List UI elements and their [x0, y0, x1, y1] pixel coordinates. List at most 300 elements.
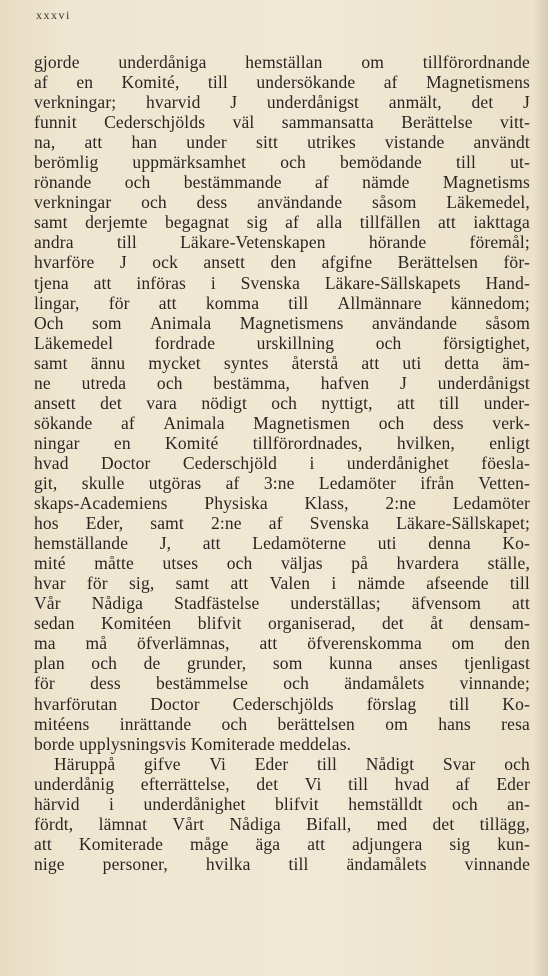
word: utses [162, 553, 199, 574]
word: hans [438, 713, 471, 734]
word: sig, [128, 573, 155, 594]
word: att [230, 573, 249, 594]
word: Valen [269, 573, 311, 594]
word: tillfällen [359, 212, 421, 233]
word: Läkare-Sällskapet; [396, 513, 530, 534]
word: tjena [34, 272, 69, 293]
word: verkningar; [34, 92, 117, 113]
word: hemställdt [348, 793, 423, 814]
word: såsom [372, 192, 417, 213]
word: åt [430, 613, 444, 634]
word: såsom [485, 312, 530, 333]
word: Vetten- [478, 472, 530, 493]
word: till [316, 753, 338, 774]
word: det [471, 92, 494, 113]
word: Komité [165, 432, 219, 453]
word: resa [501, 713, 530, 734]
word: Doctor [101, 452, 151, 473]
word: äm- [502, 352, 530, 373]
word: att [93, 272, 112, 293]
word: att [307, 833, 326, 854]
text-line [34, 232, 530, 252]
word: syntes [223, 352, 269, 373]
word: Physiska [204, 493, 268, 514]
word: vistande [384, 132, 445, 153]
word: ställe, [487, 553, 530, 574]
text-line [34, 72, 530, 92]
text-line [34, 433, 530, 453]
word: sammansatta [281, 112, 374, 133]
word: Stadfästelse [174, 593, 260, 614]
text-line [34, 613, 530, 633]
word: att [361, 352, 380, 373]
word: Komitéen [101, 613, 172, 634]
word: i [210, 272, 216, 293]
text-line [34, 152, 530, 172]
word: J, [159, 533, 172, 554]
word: urskillning [256, 332, 335, 353]
text-line [34, 513, 530, 533]
word: hvilken, [396, 432, 455, 453]
word: i [109, 793, 115, 814]
word: Ko- [502, 693, 530, 714]
text-line [34, 754, 530, 774]
word: Nådiga [91, 593, 144, 614]
word: ningar [34, 432, 80, 453]
word: 2:ne [210, 513, 242, 534]
word: afseende [426, 573, 489, 594]
word: och [280, 152, 306, 173]
word: föesla- [481, 452, 530, 473]
text-line [34, 132, 530, 152]
word: hvardera [396, 553, 460, 574]
word: sitt [256, 132, 278, 153]
word: berättelsen [277, 713, 355, 734]
word: användande [371, 312, 458, 333]
word: och [378, 412, 405, 433]
word: af [225, 472, 240, 493]
word: ändamålets [346, 853, 427, 874]
word: na, [34, 132, 56, 153]
word: till [509, 573, 530, 594]
word: utrikes [307, 132, 356, 153]
word: rönande [34, 172, 92, 193]
word: att [158, 292, 177, 313]
word: utgöras [148, 472, 202, 493]
word: nämde [357, 573, 406, 594]
word: tjenligast [464, 653, 530, 674]
word: och [452, 793, 478, 814]
word: J [400, 372, 408, 393]
word: git, [34, 472, 58, 493]
word: om [451, 633, 475, 654]
text-line [34, 52, 530, 72]
word: underställas; [290, 593, 381, 614]
word: Läkemedel [34, 332, 114, 353]
word: af [285, 212, 299, 233]
word: utreda [81, 372, 127, 393]
text-line [34, 714, 530, 734]
word: dess [196, 192, 228, 213]
word: Klass, [304, 493, 349, 514]
word: till [207, 72, 228, 93]
word: afgifne [321, 252, 373, 273]
text-line [34, 573, 530, 593]
word: om [361, 52, 384, 72]
text-line [34, 653, 530, 673]
word: ansett [34, 392, 76, 413]
word: till [288, 292, 309, 313]
word: för [34, 673, 55, 694]
word: att [34, 833, 52, 854]
word: vinnande [464, 853, 530, 874]
word: skaps-Academiens [34, 493, 168, 514]
word: mycket [148, 352, 201, 373]
word: derjemte [85, 212, 148, 233]
word: öfverenskomma [307, 633, 422, 654]
text-line [34, 373, 530, 393]
word: hvarförutan [34, 693, 118, 714]
word: mité [34, 553, 66, 574]
word: Cederschjölds [104, 112, 206, 133]
word: dess [90, 673, 121, 694]
word: samt [34, 352, 68, 373]
word: underdåniga [118, 52, 207, 72]
word: ifrån [420, 472, 455, 493]
word: Ko- [502, 533, 530, 554]
word: tillförordnades, [252, 432, 363, 453]
word: må [85, 633, 108, 654]
word: sig [449, 833, 471, 854]
word: om [385, 713, 408, 734]
word: Nådigt [365, 753, 415, 774]
word: ut- [510, 152, 530, 173]
word: det [256, 773, 279, 794]
word: verk- [492, 412, 530, 433]
word: till [348, 773, 369, 794]
word: kun- [497, 833, 530, 854]
word: kunna [329, 653, 373, 674]
word: detta [444, 352, 480, 373]
word: underdånighet [346, 452, 449, 473]
word: Allmännare [337, 292, 422, 313]
word: efterrättelse, [140, 773, 230, 794]
word: att [202, 533, 221, 554]
word: Läkare-Vetenskapen [180, 232, 326, 253]
word: Hand- [485, 272, 530, 293]
word: sedan [34, 613, 75, 634]
word: öfverlämnas, [137, 633, 230, 654]
word: uti [402, 352, 422, 373]
word: äfvensom [411, 593, 482, 614]
word: hafven [320, 372, 370, 393]
word: hörande [368, 232, 427, 253]
word: mitéens [34, 713, 90, 734]
word: och [124, 172, 151, 193]
word: härvid [34, 793, 80, 814]
word: Läkemedel, [446, 192, 530, 213]
word: ännu [90, 352, 126, 373]
word: Magnetismens [239, 312, 344, 333]
word: Ledamöter [452, 493, 530, 514]
word: hemställan [245, 52, 323, 72]
word: och [141, 192, 167, 213]
word: uppmärksamhet [132, 152, 247, 173]
word: föremål; [469, 232, 530, 253]
word: Berättelsen [397, 252, 479, 273]
text-line [34, 673, 530, 693]
text-line [34, 92, 530, 112]
word: att [512, 593, 530, 614]
text-line [34, 252, 530, 272]
word: skulle [81, 472, 125, 493]
word: af [314, 172, 329, 193]
word: för- [503, 252, 530, 273]
word: det [432, 813, 455, 834]
word: hvad [34, 452, 69, 473]
word: det [100, 392, 122, 413]
word: kännedom; [450, 292, 530, 313]
text-line [34, 694, 530, 714]
word: väljas [281, 553, 323, 574]
word: att [396, 392, 415, 413]
word: hemställande [34, 533, 129, 554]
word: Vi [209, 753, 227, 774]
text-line [34, 533, 530, 553]
word: alla [316, 212, 343, 233]
word: ne [34, 372, 51, 393]
text-line [34, 313, 530, 333]
word: Ledamöter [318, 472, 397, 493]
word: med [376, 813, 408, 834]
word: begagnat [164, 212, 230, 233]
word: till [288, 853, 309, 874]
word: som [272, 653, 303, 674]
word: Berättelse [401, 112, 473, 133]
word: Bifall, [306, 813, 352, 834]
word: J [523, 92, 530, 113]
word: han [131, 132, 158, 153]
text-line [34, 353, 530, 373]
word: och [283, 673, 309, 694]
word: till [449, 693, 470, 714]
word: Svenska [240, 272, 301, 293]
word: Svenska [309, 513, 370, 534]
word: Cederschjöld [182, 452, 278, 473]
word: bemödande [339, 152, 422, 173]
word: Ledamöterne [252, 533, 347, 554]
word: Komiterade [78, 833, 164, 854]
word: och [271, 392, 298, 413]
word: 3:ne [263, 472, 295, 493]
word: hvad [394, 773, 430, 794]
word: lämnat [98, 813, 148, 834]
page-number: xxxvi [36, 8, 71, 22]
word: och [226, 553, 253, 574]
text-line [34, 112, 530, 132]
word: nyttigt, [321, 392, 373, 413]
word: en [76, 72, 94, 93]
word: gjorde [34, 52, 80, 72]
text-line [34, 493, 530, 513]
word: andra [34, 232, 74, 253]
word: för [86, 573, 108, 594]
word: användande [257, 192, 343, 213]
word: verkningar [34, 192, 112, 213]
text-line [34, 633, 530, 653]
word: undersökande [256, 72, 356, 93]
word: och [156, 372, 183, 393]
text-line [34, 593, 530, 613]
word: till [455, 152, 477, 173]
word: ma [34, 633, 56, 654]
word: anses [399, 653, 438, 674]
word: hos [34, 513, 59, 534]
word: vitt- [500, 112, 530, 133]
word: Magnetismen [253, 412, 351, 433]
word: hvilka [205, 853, 251, 874]
word: på [351, 553, 369, 574]
word: organiserad, [268, 613, 356, 634]
word: att [437, 212, 456, 233]
word: Vårt [172, 813, 205, 834]
word: och [91, 653, 118, 674]
word: underdånigst [266, 92, 360, 113]
word: införas [136, 272, 186, 293]
word: denna [428, 533, 471, 554]
word: underdånighet [143, 793, 246, 814]
word: den [270, 252, 297, 273]
word: ändamålets [344, 673, 425, 694]
word: sökande [34, 412, 93, 433]
word: att [84, 132, 103, 153]
text-line [34, 192, 530, 212]
word: af [383, 72, 398, 93]
word: bestämma, [213, 372, 291, 393]
word: hvarföre [34, 252, 95, 273]
word: 2:ne [385, 493, 417, 514]
word: försigtighet, [442, 332, 530, 353]
word: grunder, [186, 653, 247, 674]
word: Animala [150, 312, 212, 333]
word: förslag [366, 693, 417, 714]
text-line [34, 333, 530, 353]
word: Magnetismens [426, 72, 530, 93]
word: måge [190, 833, 229, 854]
word: vara [146, 392, 177, 413]
word: Läkare-Sällskapets [324, 272, 461, 293]
word: Vi [304, 773, 322, 794]
word: under [186, 132, 227, 153]
word: anmält, [388, 92, 442, 113]
word: blifvit [197, 613, 242, 634]
text-line [34, 834, 530, 854]
word: ock [152, 252, 178, 273]
word: Cederschjölds [232, 693, 334, 714]
word: Svar [442, 753, 476, 774]
word: personer, [102, 853, 168, 874]
word: enligt [489, 432, 530, 453]
word: J [119, 252, 127, 273]
text-line [34, 212, 530, 232]
word: bestämmande [183, 172, 282, 193]
text-line [34, 473, 530, 493]
word: samt [150, 513, 184, 534]
word: Animala [163, 412, 225, 433]
word: af [455, 773, 470, 794]
word: Eder [254, 753, 289, 774]
word: under- [483, 392, 530, 413]
word: berömlig [34, 152, 99, 173]
text-line [34, 393, 530, 413]
word: Häruppå [54, 753, 116, 774]
word: Magnetisms [442, 172, 530, 193]
text-line [34, 453, 530, 473]
word: adjungera [352, 833, 423, 854]
word: de [143, 653, 161, 674]
word: det [381, 613, 404, 634]
word: inrättande [119, 713, 192, 734]
word: i [309, 452, 315, 473]
word: samt [34, 212, 68, 233]
text-line [34, 774, 530, 794]
word: blifvit [274, 793, 319, 814]
word: funnit [34, 112, 77, 133]
word: och [221, 713, 248, 734]
word: hvar [34, 573, 66, 594]
word: Nådiga [229, 813, 281, 834]
word: af [34, 72, 48, 93]
word: Doctor [150, 693, 200, 714]
word: Vår [34, 593, 61, 614]
word: samt [175, 573, 210, 594]
word: nämde [362, 172, 410, 193]
word: iakttaga [473, 212, 530, 233]
text-line [34, 273, 530, 293]
word: till [116, 232, 137, 253]
word: gifve [143, 753, 181, 774]
word: tillägg, [479, 813, 530, 834]
word: bestämmelse [156, 673, 249, 694]
word: för [108, 292, 130, 313]
word: Eder, [85, 513, 124, 534]
word: och [504, 753, 530, 774]
body-text [34, 52, 530, 874]
word: den [504, 633, 530, 654]
word: i [331, 573, 337, 594]
text-line [34, 293, 530, 313]
text-line [34, 854, 530, 874]
word: och [375, 332, 402, 353]
word: fordrade [154, 332, 216, 353]
page-edge-shadow [534, 0, 548, 976]
word: plan [34, 653, 65, 674]
word: underdånig [34, 773, 115, 794]
word: hvarvid [146, 92, 201, 113]
word: tillförordnande [422, 52, 530, 72]
word: fördt, [34, 813, 74, 834]
word: Komité, [121, 72, 180, 93]
word: J [230, 92, 238, 113]
word: af [120, 412, 135, 433]
word: en [113, 432, 131, 453]
word: återstå [291, 352, 339, 373]
word: väl [232, 112, 255, 133]
word: nödigt [201, 392, 247, 413]
text-line: borde upplysningsvis Komiterade meddelas. [34, 733, 352, 754]
word: Eder [496, 773, 530, 794]
text-line [34, 172, 530, 192]
